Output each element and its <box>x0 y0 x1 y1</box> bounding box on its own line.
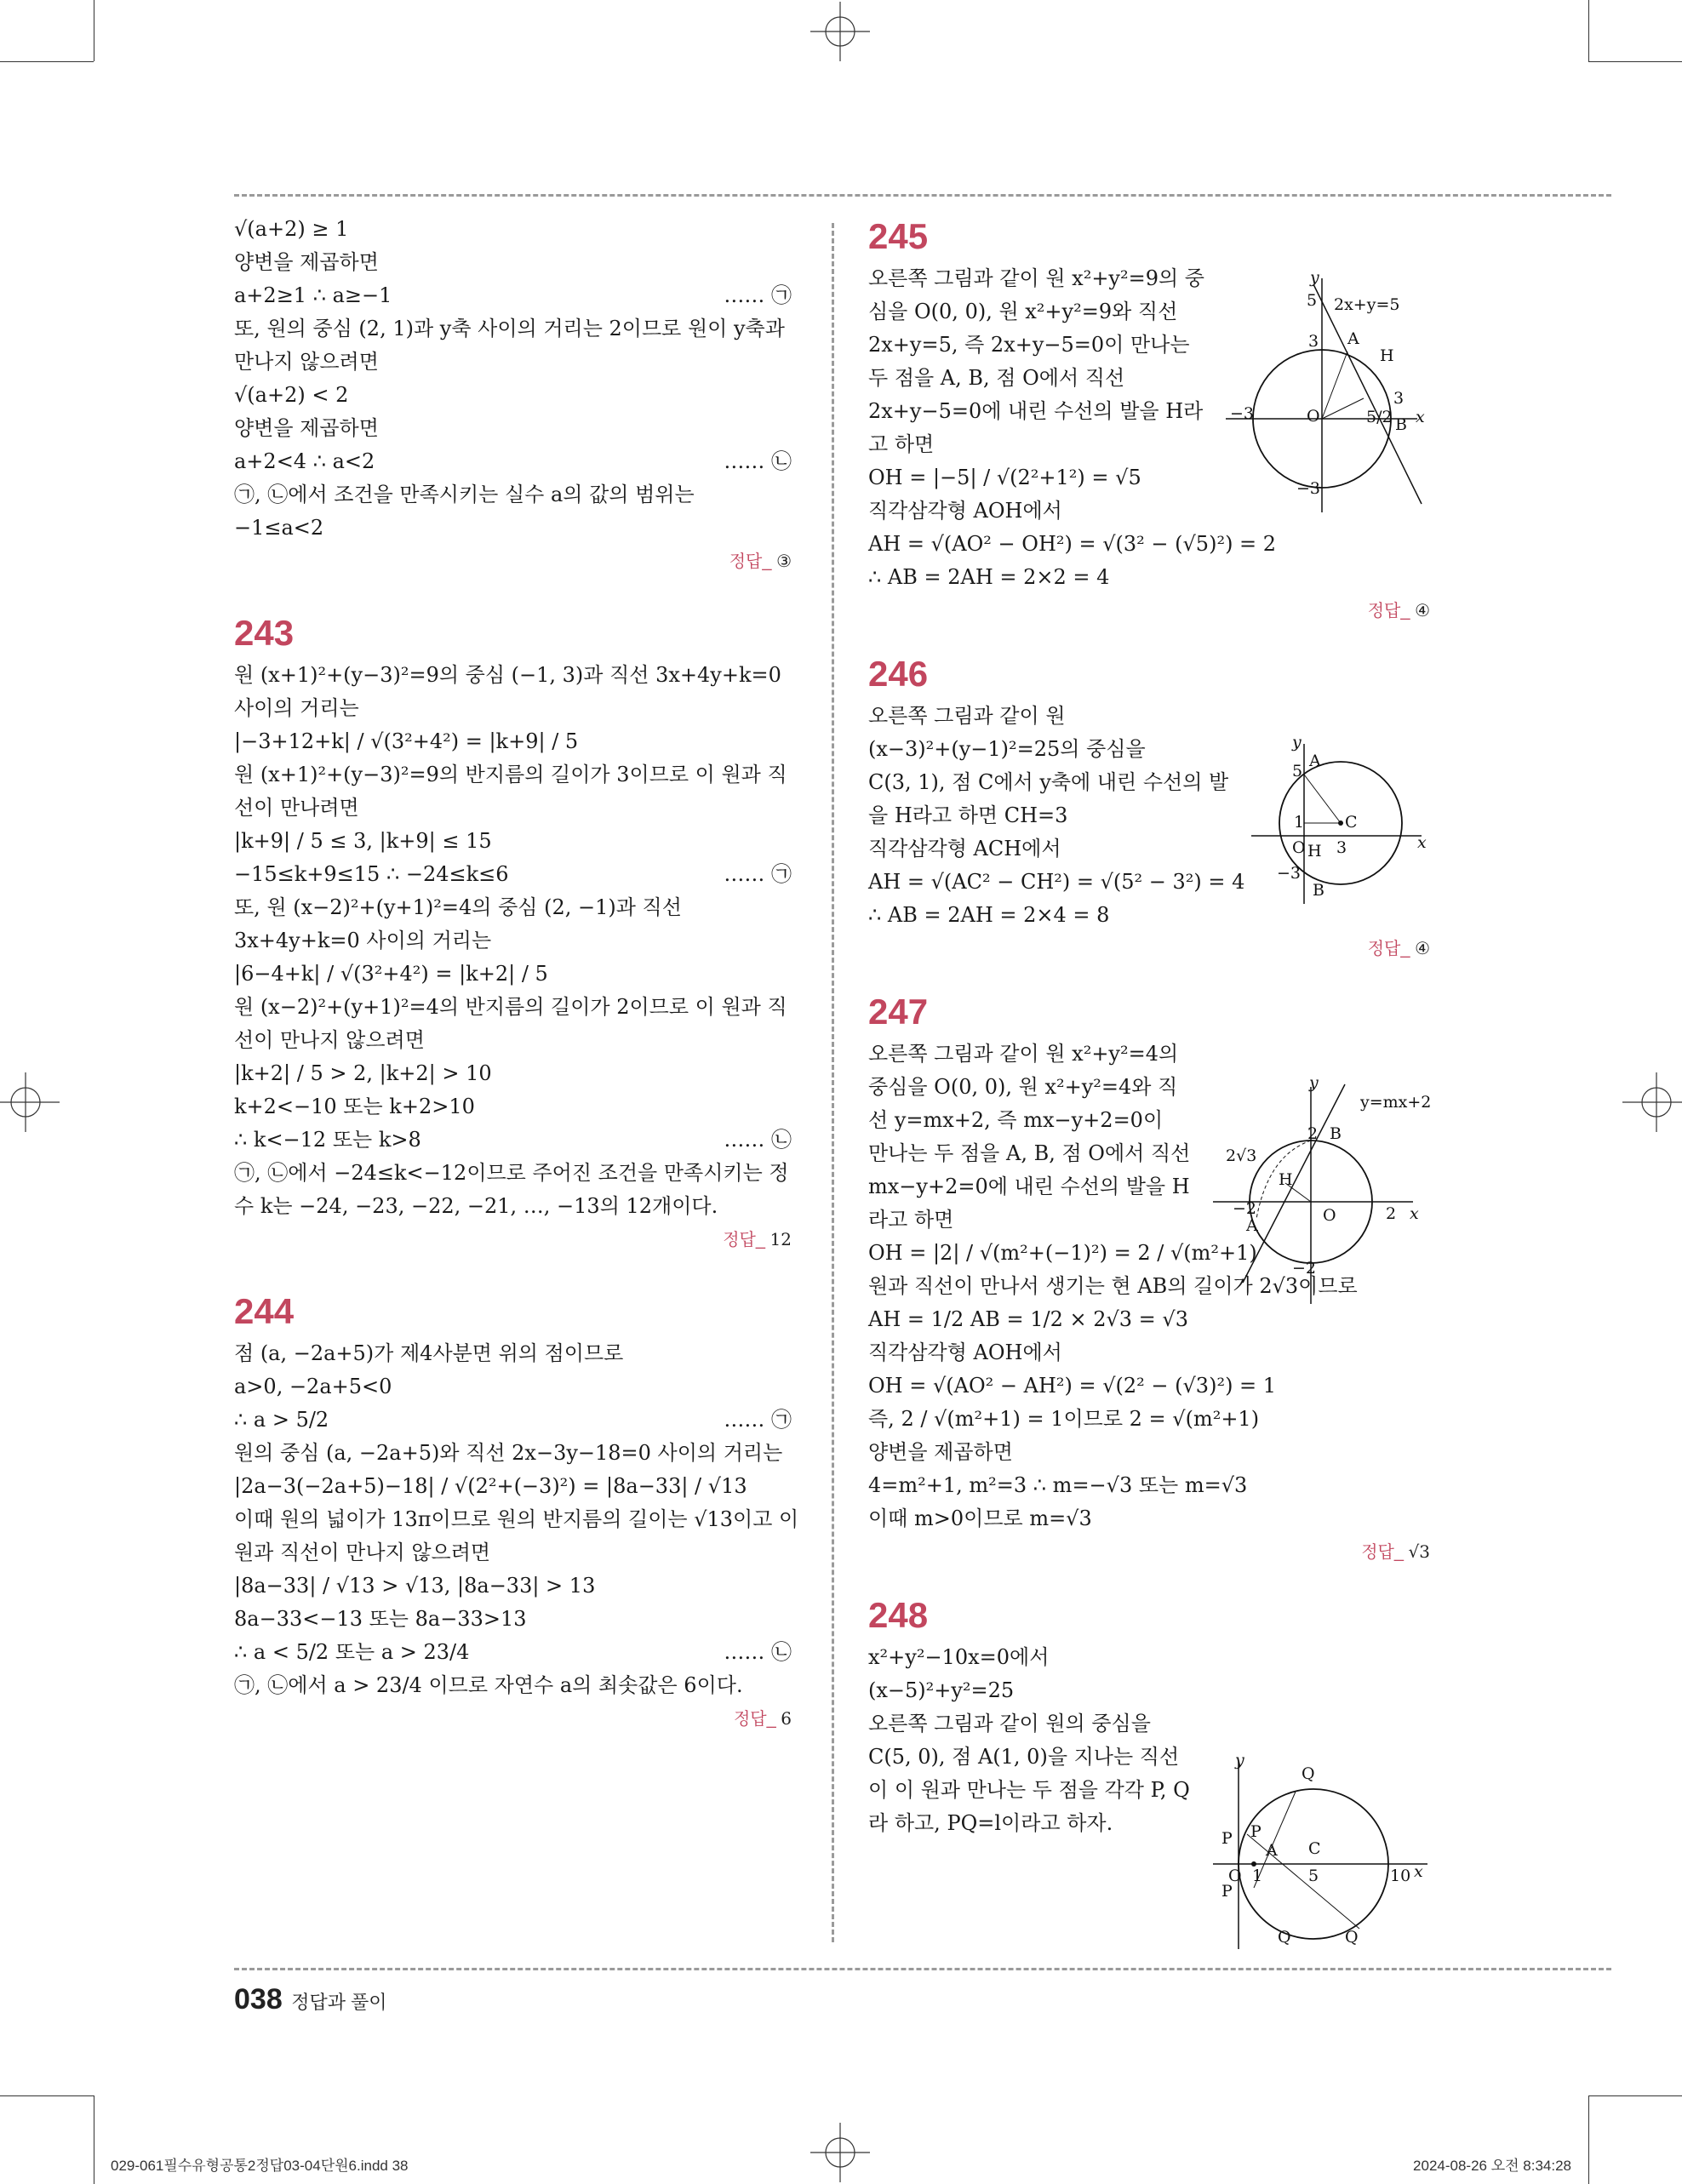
left-column <box>234 213 799 1736</box>
answer-245: 정답_ ④ <box>1367 600 1430 620</box>
file-slug: 029-061필수유형공통2정답03-04단원6.indd 38 <box>111 2158 409 2174</box>
point-A-label: A <box>1266 1841 1278 1860</box>
tick-label: 2 <box>1307 1124 1319 1143</box>
solution-line: OH = √(AO² − AH²) = √(2² − (√3)²) = 1 <box>868 1374 1277 1398</box>
page-number: 038 <box>234 1983 283 2015</box>
column-divider <box>832 223 834 1942</box>
solution-line: 원 (x+1)²+(y−3)²=9의 중심 (−1, 3)과 직선 3x+4y+k=0 <box>234 663 781 687</box>
solution-line: 점 (a, −2a+5)가 제4사분면 위의 점이므로 <box>234 1341 624 1365</box>
solution-line: 양변을 제곱하면 <box>234 416 379 440</box>
solution-line: 이때 원의 넓이가 13π이므로 원의 반지름의 길이는 √13이고 이 <box>234 1507 799 1531</box>
date-slug: 2024-08-26 오전 8:34:28 <box>1413 2158 1571 2174</box>
origin-label: O <box>1323 1206 1336 1225</box>
solution-line: 선이 만나지 않으려면 <box>234 1028 425 1052</box>
solution-line: √(a+2) < 2 <box>234 383 349 407</box>
point-A-label: A <box>1347 329 1359 348</box>
point-P-label: P <box>1221 1829 1233 1848</box>
solution-line: AH = 1/2 AB = 1/2 × 2√3 = √3 <box>868 1307 1188 1331</box>
solution-line: √(a+2) ≥ 1 <box>234 217 349 241</box>
x-label: x <box>1417 833 1427 852</box>
solution-line: 만나지 않으려면 <box>234 350 379 374</box>
x-label: x <box>1410 1204 1419 1223</box>
solution-line: C(3, 1), 점 C에서 y축에 내린 수선의 발 <box>868 770 1229 794</box>
tick-label: 5 <box>1307 291 1318 310</box>
tick-label: 5 <box>1308 1867 1319 1885</box>
point-A-label: A <box>1246 1216 1258 1235</box>
solution-line: 오른쪽 그림과 같이 원 <box>868 704 1066 728</box>
point-B-label: B <box>1330 1124 1342 1143</box>
condition-mark: …… ㉡ <box>724 1128 792 1152</box>
answer-247: 정답_ √3 <box>1361 1541 1430 1562</box>
solution-line: 오른쪽 그림과 같이 원의 중심을 <box>868 1712 1151 1735</box>
answer-246: 정답_ ④ <box>1367 938 1430 958</box>
solution-line: 양변을 제곱하면 <box>234 250 379 274</box>
solution-line: 만나는 두 점을 A, B, 점 O에서 직선 <box>868 1141 1191 1165</box>
solution-line: 이 이 원과 만나는 두 점을 각각 P, Q <box>868 1778 1190 1802</box>
solution-line: |k+9| / 5 ≤ 3, |k+9| ≤ 15 <box>234 829 492 853</box>
crop-mark <box>0 2095 94 2096</box>
y-label: y <box>1292 734 1302 752</box>
solution-line: ㉠, ㉡에서 조건을 만족시키는 실수 a의 값의 범위는 <box>234 483 695 506</box>
solution-line: k+2<−10 또는 k+2>10 <box>234 1095 475 1118</box>
x-label: x <box>1414 1862 1423 1881</box>
solution-line: ㉠, ㉡에서 −24≤k<−12이므로 주어진 조건을 만족시키는 정 <box>234 1161 789 1185</box>
figure-248 <box>1213 1745 1434 1949</box>
solution-line: 3x+4y+k=0 사이의 거리는 <box>234 929 492 952</box>
solution-line: (x−3)²+(y−1)²=25의 중심을 <box>868 737 1146 761</box>
point-C-label: C <box>1345 813 1358 832</box>
tick-label: −2 <box>1233 1199 1257 1218</box>
solution-line: 즉, 2 / √(m²+1) = 1이므로 2 = √(m²+1) <box>868 1407 1260 1431</box>
point-Q-label: Q <box>1345 1928 1359 1947</box>
solution-line: 라고 하면 <box>868 1208 954 1232</box>
solution-line: a>0, −2a+5<0 <box>234 1375 392 1398</box>
solution-line: 양변을 제곱하면 <box>868 1440 1013 1464</box>
point-H-label: H <box>1307 842 1322 860</box>
solution-line: 선이 만나려면 <box>234 796 359 820</box>
solution-line: (x−5)²+y²=25 <box>868 1678 1015 1702</box>
length-label: 2√3 <box>1226 1146 1257 1165</box>
solution-line: −15≤k+9≤15 ∴ −24≤k≤6 …… ㉠ <box>234 858 792 891</box>
problem-242-continued <box>234 213 792 579</box>
solution-line: AH = √(AC² − CH²) = √(5² − 3²) = 4 <box>868 870 1245 894</box>
top-divider <box>234 194 1611 197</box>
problem-243 <box>234 608 792 1257</box>
footer-label: 정답과 풀이 <box>291 1992 387 2013</box>
figure-247 <box>1209 1074 1434 1304</box>
figure-245 <box>1221 266 1434 512</box>
problem-number: 245 <box>868 216 929 256</box>
answer-244: 정답_ 6 <box>733 1708 792 1729</box>
solution-line: 을 H라고 하면 CH=3 <box>868 803 1068 827</box>
solution-line: 심을 O(0, 0), 원 x²+y²=9와 직선 <box>868 300 1178 323</box>
solution-line: 오른쪽 그림과 같이 원 x²+y²=9의 중 <box>868 266 1204 290</box>
tick-label: −2 <box>1292 1259 1317 1278</box>
solution-line: 원 (x−2)²+(y+1)²=4의 반지름의 길이가 2이므로 이 원과 직 <box>234 995 787 1019</box>
bottom-divider <box>234 1968 1611 1970</box>
solution-line: 원의 중심 (a, −2a+5)와 직선 2x−3y−18=0 사이의 거리는 <box>234 1441 783 1465</box>
crop-mark <box>1588 61 1682 62</box>
solution-line: |2a−3(−2a+5)−18| / √(2²+(−3)²) = |8a−33| / √13 <box>234 1474 747 1498</box>
solution-line: 원과 직선이 만나서 생기는 현 AB의 길이가 2√3이므로 <box>868 1274 1358 1298</box>
segment-AC <box>1304 775 1341 823</box>
solution-line: C(5, 0), 점 A(1, 0)을 지나는 직선 <box>868 1745 1180 1769</box>
origin-label: O <box>1292 838 1306 857</box>
figure-246 <box>1251 734 1430 904</box>
point-Q-label: Q <box>1278 1928 1291 1947</box>
solution-line: ∴ k<−12 또는 k>8 …… ㉡ <box>234 1123 792 1157</box>
line-label: 2x+y=5 <box>1334 295 1400 314</box>
tick-label: 3 <box>1393 389 1405 408</box>
crop-mark <box>1588 0 1589 61</box>
point-B-label: B <box>1395 415 1407 434</box>
solution-line: OH = |−5| / √(2²+1²) = √5 <box>868 466 1141 489</box>
problem-244 <box>234 1286 799 1736</box>
y-label: y <box>1309 1074 1319 1092</box>
solution-line: 8a−33<−13 또는 8a−33>13 <box>234 1607 527 1631</box>
solution-line: |k+2| / 5 > 2, |k+2| > 10 <box>234 1061 492 1085</box>
solution-line: AH = √(AO² − OH²) = √(3² − (√5)²) = 2 <box>868 532 1277 556</box>
solution-line: ∴ a < 5/2 또는 a > 23/4 …… ㉡ <box>234 1636 792 1669</box>
solution-line: 선 y=mx+2, 즉 mx−y+2=0이 <box>868 1108 1164 1132</box>
tick-label: −3 <box>1277 864 1302 883</box>
line-label: y=mx+2 <box>1360 1093 1432 1112</box>
solution-line: |8a−33| / √13 > √13, |8a−33| > 13 <box>234 1574 596 1598</box>
solution-line: |−3+12+k| / √(3²+4²) = |k+9| / 5 <box>234 729 579 753</box>
tick-label: 5/2 <box>1366 408 1393 426</box>
chord-PQ <box>1247 1834 1359 1929</box>
tick-label: −3 <box>1296 479 1321 498</box>
solution-line: −1≤a<2 <box>234 516 324 540</box>
crop-mark <box>1588 2095 1589 2184</box>
point-A-label: A <box>1309 752 1321 770</box>
solution-line: 2x+y=5, 즉 2x+y−5=0이 만나는 <box>868 333 1190 357</box>
solution-line: 원 (x+1)²+(y−3)²=9의 반지름의 길이가 3이므로 이 원과 직 <box>234 763 787 786</box>
condition-mark: …… ㉠ <box>724 862 792 886</box>
problem-number: 246 <box>868 654 929 694</box>
point-P-label: P <box>1250 1822 1262 1841</box>
solution-line: 또, 원 (x−2)²+(y+1)²=4의 중심 (2, −1)과 직선 <box>234 895 682 919</box>
solution-line: 중심을 O(0, 0), 원 x²+y²=4와 직 <box>868 1075 1178 1099</box>
solution-line: 두 점을 A, B, 점 O에서 직선 <box>868 366 1125 390</box>
solution-line: ∴ a > 5/2 …… ㉠ <box>234 1404 792 1437</box>
solution-line: x²+y²−10x=0에서 <box>868 1645 1050 1669</box>
registration-mark-icon <box>810 2123 870 2182</box>
solution-line: mx−y+2=0에 내린 수선의 발을 H <box>868 1175 1190 1198</box>
line-y-mx-2 <box>1243 1084 1345 1283</box>
x-label: x <box>1416 408 1425 426</box>
origin-label: O <box>1228 1867 1242 1885</box>
solution-line: 고 하면 <box>868 432 935 456</box>
problem-number: 244 <box>234 1291 295 1331</box>
point-H-label: H <box>1279 1170 1293 1189</box>
segment-OA <box>1322 352 1347 419</box>
origin-label: O <box>1307 407 1320 426</box>
tick-label: 2 <box>1386 1204 1397 1223</box>
solution-line: 원과 직선이 만나지 않으려면 <box>234 1541 491 1564</box>
tick-label: 3 <box>1336 838 1347 857</box>
tick-label: 3 <box>1308 332 1319 351</box>
registration-mark-icon <box>0 1072 60 1132</box>
solution-line: 수 k는 −24, −23, −22, −21, …, −13의 12개이다. <box>234 1194 718 1218</box>
solution-line: 오른쪽 그림과 같이 원 x²+y²=4의 <box>868 1042 1179 1066</box>
problem-number: 243 <box>234 613 295 653</box>
crop-mark <box>1588 2095 1682 2096</box>
y-label: y <box>1310 268 1319 287</box>
registration-mark-icon <box>810 2 870 61</box>
center-point <box>1338 820 1343 826</box>
point-C-label: C <box>1308 1839 1321 1858</box>
tick-label: 10 <box>1390 1867 1411 1885</box>
point-Q-label: Q <box>1302 1764 1315 1783</box>
solution-line: 직각삼각형 AOH에서 <box>868 499 1062 523</box>
solution-line: 또, 원의 중심 (2, 1)과 y축 사이의 거리는 2이므로 원이 y축과 <box>234 317 785 340</box>
condition-mark: …… ㉠ <box>724 283 792 307</box>
solution-line: ㉠, ㉡에서 a > 23/4 이므로 자연수 a의 최솟값은 6이다. <box>234 1673 743 1697</box>
solution-line: 라 하고, PQ=l이라고 하자. <box>868 1811 1113 1835</box>
solution-line: 4=m²+1, m²=3 ∴ m=−√3 또는 m=√3 <box>868 1473 1248 1497</box>
point-P-label: P <box>1221 1882 1233 1901</box>
solution-line: 사이의 거리는 <box>234 696 359 720</box>
condition-mark: …… ㉠ <box>724 1408 792 1432</box>
tick-label: 1 <box>1294 813 1305 832</box>
tick-label: −3 <box>1230 404 1255 423</box>
solution-line: OH = |2| / √(m²+(−1)²) = 2 / √(m²+1) <box>868 1241 1257 1265</box>
solution-line: ∴ AB = 2AH = 2×2 = 4 <box>868 565 1110 589</box>
point-B-label: B <box>1313 881 1324 900</box>
solution-line: a+2<4 ∴ a<2 …… ㉡ <box>234 445 792 478</box>
solution-line: 2x+y−5=0에 내린 수선의 발을 H라 <box>868 399 1204 423</box>
problem-number: 247 <box>868 992 929 1032</box>
page-footer <box>234 1983 387 2016</box>
registration-mark-icon <box>1622 1072 1682 1132</box>
tick-label: 5 <box>1292 762 1303 780</box>
condition-mark: …… ㉡ <box>724 449 792 473</box>
problem-number: 248 <box>868 1595 929 1635</box>
solution-line: |6−4+k| / √(3²+4²) = |k+2| / 5 <box>234 962 548 986</box>
y-label: y <box>1235 1751 1244 1769</box>
point-H-label: H <box>1380 346 1394 365</box>
answer-243: 정답_ 12 <box>723 1229 792 1249</box>
solution-line: ∴ AB = 2AH = 2×4 = 8 <box>868 903 1110 927</box>
crop-mark <box>0 61 94 62</box>
solution-line: 직각삼각형 AOH에서 <box>868 1341 1062 1364</box>
answer-242: 정답_ ③ <box>729 551 792 571</box>
solution-line: 직각삼각형 ACH에서 <box>868 837 1061 860</box>
solution-line: a+2≥1 ∴ a≥−1 …… ㉠ <box>234 279 792 312</box>
condition-mark: …… ㉡ <box>724 1640 792 1664</box>
solution-line: 이때 m>0이므로 m=√3 <box>868 1507 1092 1530</box>
tick-label: 1 <box>1252 1867 1263 1885</box>
